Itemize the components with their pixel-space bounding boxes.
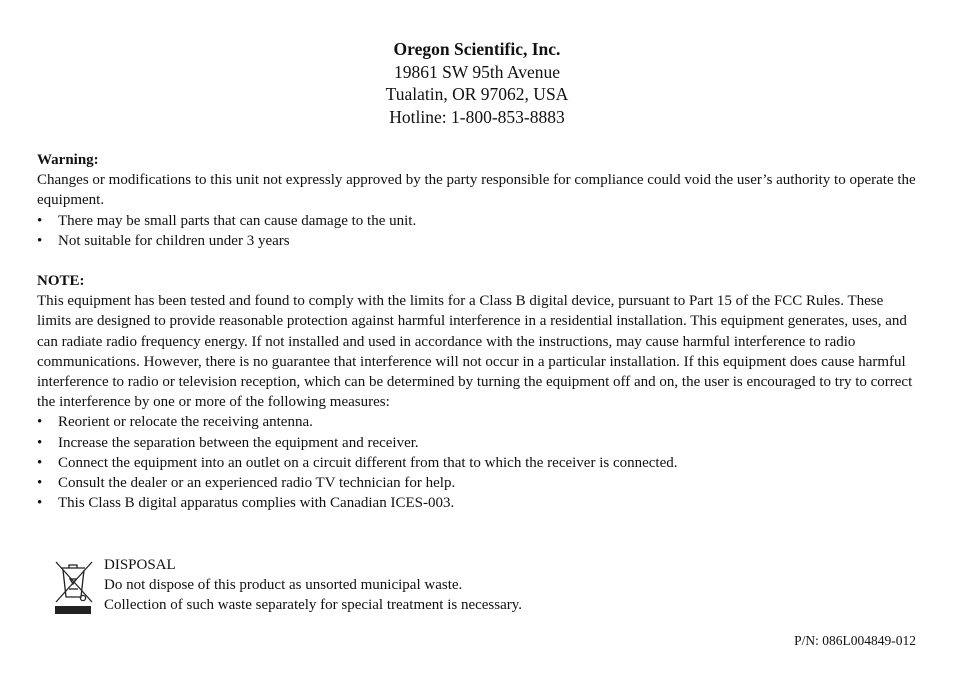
list-item-text: There may be small parts that can cause damage to the unit.	[58, 212, 417, 229]
disposal-line-2: Collection of such waste separately for special treatment is necessary.	[104, 597, 523, 614]
note-bullet-list	[37, 412, 917, 513]
list-item-text: This Class B digital apparatus complies with Canadian ICES-003.	[58, 495, 455, 512]
note-section	[37, 271, 917, 513]
part-number: P/N: 086L004849-012	[794, 633, 916, 648]
list-item-text: Increase the separation between the equipment and receiver.	[58, 434, 419, 451]
list-item-text: Consult the dealer or an experienced radio TV technician for help.	[58, 475, 456, 492]
bullet-icon: •	[37, 414, 43, 431]
note-text: This equipment has been tested and found to comply with the limits for a Class B digital device, pursuant to Part 15 of the FCC Rules. These limits are designed to provide reasonable protection against harmful interference in a residential installation. This equipment generates, uses, and can radiate radio frequency energy. If not installed and used in accordance with the instructions, may cause harmful interference to radio communications. However, there is no guarantee that interference will not occur in a particular installation. If this equipment does cause harmful interference to radio or television reception, which can be determined by turning the equipment off and on, the user is encouraged to try to correct the interference by one or more of the following measures:	[37, 293, 913, 411]
company-name: Oregon Scientific, Inc.	[393, 39, 561, 59]
disposal-line-1: Do not dispose of this product as unsorted municipal waste.	[104, 577, 463, 594]
list-item-text: Connect the equipment into an outlet on a circuit different from that to which the receiver is connected.	[58, 454, 678, 471]
list-item	[37, 473, 917, 493]
bullet-icon: •	[37, 232, 43, 249]
hotline: Hotline: 1-800-853-8883	[389, 106, 565, 127]
address-line-1: 19861 SW 95th Avenue	[393, 61, 561, 82]
bullet-icon: •	[37, 454, 43, 471]
address-line-2: Tualatin, OR 97062, USA	[385, 84, 569, 104]
disposal-title: DISPOSAL	[104, 557, 176, 573]
company-header	[0, 38, 954, 128]
disposal-section	[104, 555, 522, 616]
list-item-text: Reorient or relocate the receiving antenna.	[58, 414, 313, 431]
list-item	[37, 211, 917, 231]
list-item	[37, 231, 917, 251]
crossed-out-wheelie-bin-icon	[52, 557, 94, 615]
bullet-icon: •	[37, 495, 43, 512]
list-item	[37, 433, 917, 453]
warning-bullet-list	[37, 211, 917, 251]
list-item	[37, 412, 917, 432]
bullet-icon: •	[37, 434, 43, 451]
list-item	[37, 453, 917, 473]
warning-section	[37, 150, 917, 251]
warning-text: Changes or modifications to this unit not expressly approved by the party responsible for compliance could void the user’s authority to operate the equipment.	[37, 172, 916, 209]
bullet-icon: •	[37, 475, 43, 492]
warning-heading: Warning:	[37, 152, 99, 168]
list-item	[37, 493, 917, 513]
note-heading: NOTE:	[37, 273, 85, 289]
bullet-icon: •	[37, 212, 43, 229]
list-item-text: Not suitable for children under 3 years	[58, 232, 290, 249]
